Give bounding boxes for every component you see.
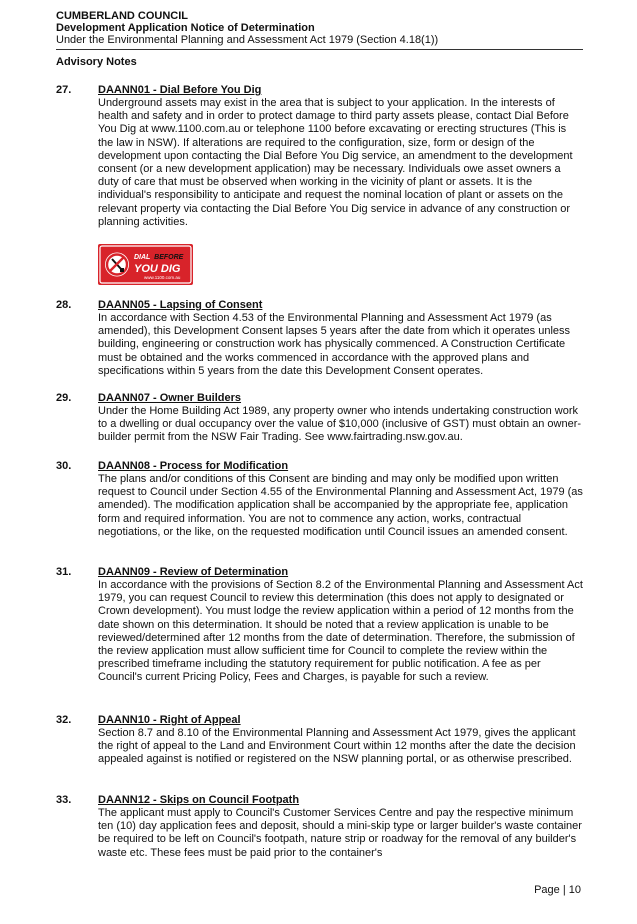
note-body [98,299,583,378]
note-title: DAANN12 - Skips on Council Footpath [98,794,300,806]
note-title: DAANN08 - Process for Modification [98,460,289,472]
note-body [98,460,583,539]
note-body [98,714,583,767]
note-body [98,84,583,229]
note-number: 30. [56,460,72,472]
note-title: DAANN07 - Owner Builders [98,392,242,404]
note-title: DAANN05 - Lapsing of Consent [98,299,263,311]
note-title: DAANN09 - Review of Determination [98,566,289,578]
note-text: The applicant must apply to Council's Customer Services Centre and pay the respective minimum ten (10) day application fees and deposit, should a mini-skip type or larger builder's waste container be required to be left on Council's footpath, nature strip or roadway for the removal of any builder's waste etc. These fees must be paid prior to the container's [98,807,582,859]
document-header [56,10,583,46]
logo-text-dial: DIAL [134,254,151,261]
document-title: Development Application Notice of Determination [56,22,315,34]
note-text: The plans and/or conditions of this Consent are binding and may only be modified upon written request to Council under Section 4.55 of the Environmental Planning and Assessment Act, 1979 (as amended). The modification application shall be accompanied by the appropriate fee, application form and required information. You are not to commence any action, works, contractual negotiations, or the like, on the requested modification until Council issues an amended consent. [98,473,583,538]
note-number: 32. [56,714,72,726]
no-dig-shovel-icon [105,253,129,277]
logo-text-you-dig: YOU DIG [134,263,181,275]
note-number: 27. [56,84,72,96]
header-divider [56,49,583,50]
council-name: CUMBERLAND COUNCIL [56,10,188,22]
note-text: In accordance with the provisions of Section 8.2 of the Environmental Planning and Assessment Act 1979, you can request Council to review this determination (this does not apply to designated or Crown development). You must lodge the review application within a period of 12 months from the date shown on this determination. It should be noted that a review application is unable to be reviewed/determined after 12 months from the date of determination. Therefore, the submission of the review application must allow sufficient time for Council to complete the review within the prescribed timeframe including the statutory requirement for public notification. A fee as per Council's current Pricing Policy, Fees and Charges, is payable for such a review. [98,579,583,684]
logo-url: www.1100.com.au [144,275,181,280]
note-body [98,566,583,685]
note-number: 29. [56,392,72,404]
section-title: Advisory Notes [56,56,137,68]
note-number: 33. [56,794,72,806]
note-number: 31. [56,566,72,578]
logo-text-before: BEFORE [154,254,184,261]
dial-before-you-dig-logo [98,244,193,285]
svg-text:DIAL BEFORE [134,254,184,261]
note-body [98,392,583,445]
document-subtitle: Under the Environmental Planning and Assessment Act 1979 (Section 4.18(1)) [56,34,439,46]
note-text: Under the Home Building Act 1989, any property owner who intends undertaking construction work to a dwelling or dual occupancy over the value of $10,000 (inclusive of GST) must obtain an owner-builder permit from the NSW Fair Trading. See www.fairtrading.nsw.gov.au. [98,405,582,444]
page-number: Page | 10 [534,884,581,896]
note-text: Underground assets may exist in the area that is subject to your application. In the interests of health and safety and in order to protect damage to third party assets please, contact Dial Before You Dig at www.1100.com.au or telephone 1100 before excavating or erecting structures (This is the law in NSW). If alterations are required to the configuration, size, form or design of the development upon contacting the Dial Before You Dig service, an amendment to the development consent (or a new development application) may be necessary. Individuals owe asset owners a duty of care that must be observed when working in the vicinity of plant or assets. It is the individual's responsibility to anticipate and request the nominal location of plant or assets on the relevant property via contacting the Dial Before You Dig service in advance of any construction or planning activities. [98,97,573,228]
note-text: Section 8.7 and 8.10 of the Environmental Planning and Assessment Act 1979, gives the applicant the right of appeal to the Land and Environment Court within 12 months after the date the decision appealed against is notified or registered on the NSW planning portal, or as otherwise prescribed. [98,727,576,766]
note-title: DAANN01 - Dial Before You Dig [98,84,262,96]
note-number: 28. [56,299,72,311]
note-text: In accordance with Section 4.53 of the Environmental Planning and Assessment Act 1979 (as amended), this Development Consent lapses 5 years after the date from which it operates unless building, engineering or construction work has physically commenced. A Construction Certificate must be obtained and the works commenced in accordance with the approved plans and specifications within 5 years from the date this Development Consent operates. [98,312,571,377]
note-body [98,794,583,860]
note-title: DAANN10 - Right of Appeal [98,714,241,726]
